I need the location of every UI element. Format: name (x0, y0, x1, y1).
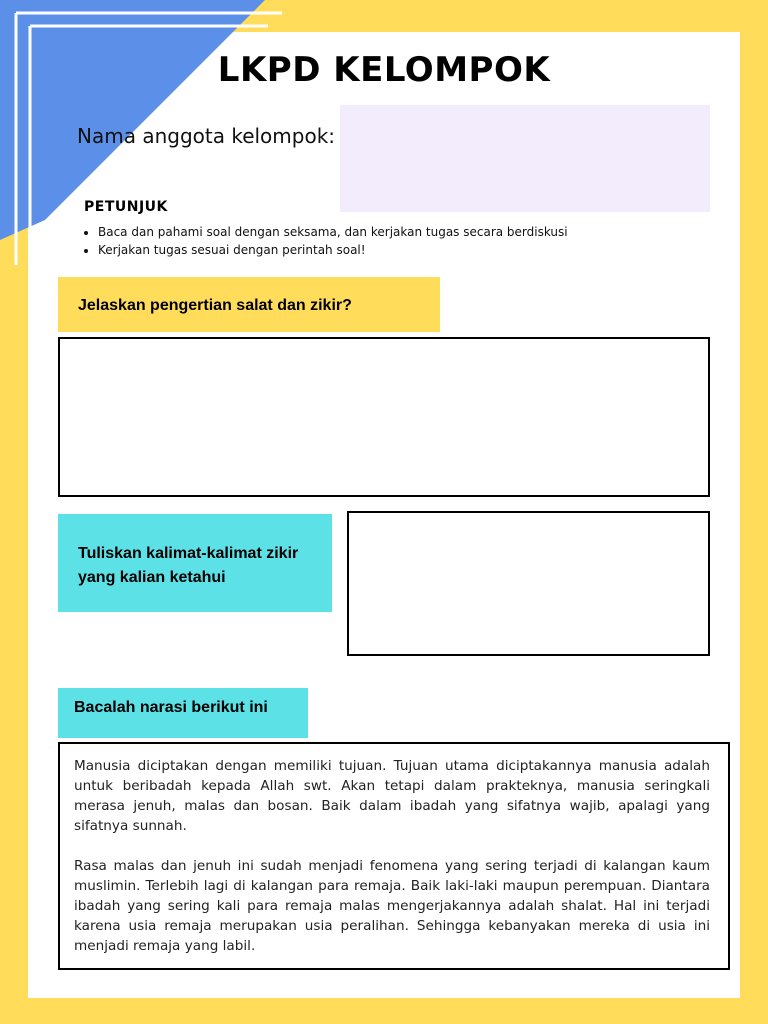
instruction-item: • Kerjakan tugas sesuai dengan perintah soal! (98, 241, 568, 259)
answer-2-box[interactable] (347, 511, 710, 656)
narrative-box (58, 742, 730, 970)
answer-1-box[interactable] (58, 337, 710, 497)
page-title: LKPD KELOMPOK (217, 50, 551, 90)
instructions-list (84, 223, 568, 259)
group-members-field[interactable] (340, 105, 710, 212)
instruction-item: • Baca dan pahami soal dengan seksama, dan kerjakan tugas secara berdiskusi (98, 223, 568, 241)
question-1-label: Jelaskan pengertian salat dan zikir? (58, 277, 440, 332)
instructions-heading: PETUNJUK (84, 199, 168, 215)
question-2-label: Tuliskan kalimat-kalimat zikir yang kalian ketahui (58, 514, 332, 612)
group-members-label: Nama anggota kelompok: (77, 124, 336, 148)
narrative-paragraph: Manusia diciptakan dengan memiliki tujuan. Tujuan utama diciptakannya manusia adalah untuk beribadah kepada Allah swt. Akan tetapi dalam prakteknya, manusia seringkali merasa jenuh, malas dan bosan. Baik dalam ibadah yang sifatnya wajib, apalagi yang sifatnya sunnah. (74, 758, 710, 834)
question-3-label: Bacalah narasi berikut ini (58, 688, 308, 738)
narrative-paragraph: Rasa malas dan jenuh ini sudah menjadi fenomena yang sering terjadi di kalangan kaum muslimin. Terlebih lagi di kalangan para remaja. Baik laki-laki maupun perempuan. Diantara ibadah yang sering kali para remaja malas mengerjakannya adalah shalat. Hal ini terjadi karena usia remaja merupakan usia peralihan. Sehingga kebanyakan mereka di usia ini menjadi remaja yang labil. (74, 858, 710, 954)
